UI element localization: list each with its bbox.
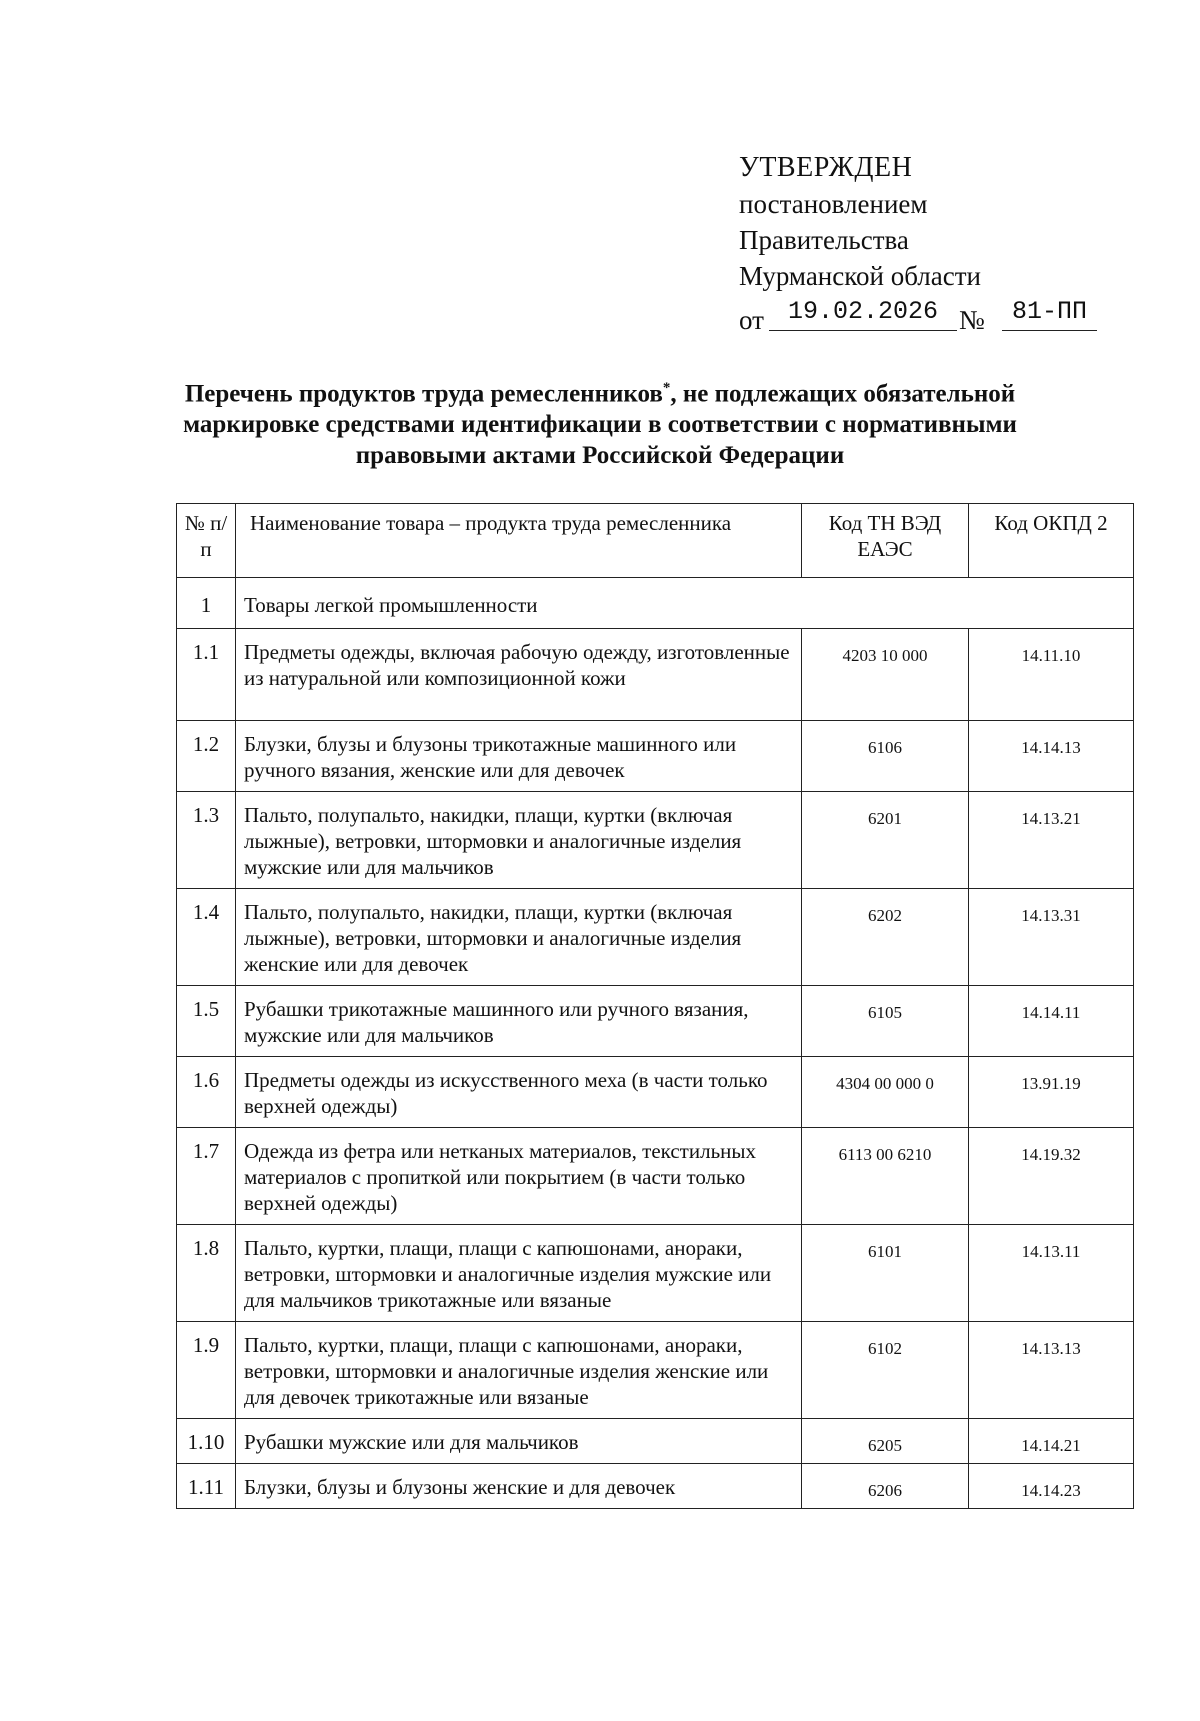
row-num: 1.11 [177,1464,236,1509]
row-okpd: 14.13.11 [969,1225,1134,1322]
date-prefix: от [739,305,764,335]
title-part-1: Перечень продуктов труда ремесленников [184,380,663,408]
header-okpd: Код ОКПД 2 [969,504,1134,578]
document-title [150,373,1050,471]
approval-date-row [739,294,1099,334]
row-tn-ved: 6205 [802,1419,969,1464]
footnote-mark: * [662,380,671,396]
section-num: 1 [177,578,236,629]
row-num: 1.9 [177,1322,236,1419]
approval-line-1: постановлением Правительства [739,189,928,255]
row-tn-ved: 6113 00 6210 [802,1128,969,1225]
row-okpd: 14.11.10 [969,629,1134,721]
row-tn-ved: 6206 [802,1464,969,1509]
row-name: Пальто, куртки, плащи, плащи с капюшонами, анораки, ветровки, штормовки и аналогичные изделия женские или для девочек трикотажные или вязаные [236,1322,802,1419]
row-num: 1.6 [177,1057,236,1128]
row-okpd: 14.14.11 [969,986,1134,1057]
approval-heading: УТВЕРЖДЕН [739,152,913,183]
row-num: 1.4 [177,889,236,986]
table-row [177,1057,1134,1128]
table-row [177,986,1134,1057]
row-tn-ved: 4203 10 000 [802,629,969,721]
row-name: Пальто, полупальто, накидки, плащи, куртки (включая лыжные), ветровки, штормовки и аналогичные изделия мужские или для мальчиков [236,792,802,889]
row-okpd: 14.13.21 [969,792,1134,889]
row-okpd: 14.14.23 [969,1464,1134,1509]
row-num: 1.10 [177,1419,236,1464]
row-name: Блузки, блузы и блузоны трикотажные машинного или ручного вязания, женские или для девочек [236,721,802,792]
table-row [177,1464,1134,1509]
row-name: Рубашки мужские или для мальчиков [236,1419,802,1464]
row-name: Одежда из фетра или нетканых материалов, текстильных материалов с пропиткой или покрытием (в части только верхней одежды) [236,1128,802,1225]
row-name: Пальто, полупальто, накидки, плащи, куртки (включая лыжные), ветровки, штормовки и аналогичные изделия женские или для девочек [236,889,802,986]
row-tn-ved: 6106 [802,721,969,792]
title-part-2: , не подлежащих обязательной маркировке средствами идентификации в соответствии с нормативными правовыми актами Российской Федерации [183,380,1017,470]
row-name: Предметы одежды, включая рабочую одежду, изготовленные из натуральной или композиционной кожи [236,629,802,721]
row-tn-ved: 6201 [802,792,969,889]
table-row [177,1225,1134,1322]
table-row [177,1322,1134,1419]
approval-number: 81-ПП [1002,294,1097,331]
row-num: 1.8 [177,1225,236,1322]
goods-table [176,503,1134,1509]
row-tn-ved: 6202 [802,889,969,986]
header-name: Наименование товара – продукта труда ремесленника [236,504,802,578]
row-okpd: 14.19.32 [969,1128,1134,1225]
table-row [177,792,1134,889]
table-row [177,721,1134,792]
row-okpd: 13.91.19 [969,1057,1134,1128]
section-name: Товары легкой промышленности [236,578,1134,629]
row-tn-ved: 6101 [802,1225,969,1322]
number-prefix: № [959,305,985,335]
table-row [177,889,1134,986]
row-name: Пальто, куртки, плащи, плащи с капюшонами, анораки, ветровки, штормовки и аналогичные изделия мужские или для мальчиков трикотажные или вязаные [236,1225,802,1322]
row-okpd: 14.13.13 [969,1322,1134,1419]
row-num: 1.7 [177,1128,236,1225]
row-name: Блузки, блузы и блузоны женские и для девочек [236,1464,802,1509]
row-num: 1.1 [177,629,236,721]
header-num: № п/п [177,504,236,578]
approval-stamp [739,150,1099,334]
row-num: 1.5 [177,986,236,1057]
table-header-row [177,504,1134,578]
approval-date: 19.02.2026 [769,294,957,331]
row-tn-ved: 6105 [802,986,969,1057]
row-num: 1.3 [177,792,236,889]
header-tn-ved: Код ТН ВЭД ЕАЭС [802,504,969,578]
table-row [177,1128,1134,1225]
row-okpd: 14.14.21 [969,1419,1134,1464]
table-row [177,1419,1134,1464]
section-row [177,578,1134,629]
row-okpd: 14.13.31 [969,889,1134,986]
row-num: 1.2 [177,721,236,792]
row-tn-ved: 4304 00 000 0 [802,1057,969,1128]
row-tn-ved: 6102 [802,1322,969,1419]
table-row [177,629,1134,721]
row-name: Предметы одежды из искусственного меха (в части только верхней одежды) [236,1057,802,1128]
row-okpd: 14.14.13 [969,721,1134,792]
row-name: Рубашки трикотажные машинного или ручного вязания, мужские или для мальчиков [236,986,802,1057]
approval-line-2: Мурманской области [739,261,981,291]
